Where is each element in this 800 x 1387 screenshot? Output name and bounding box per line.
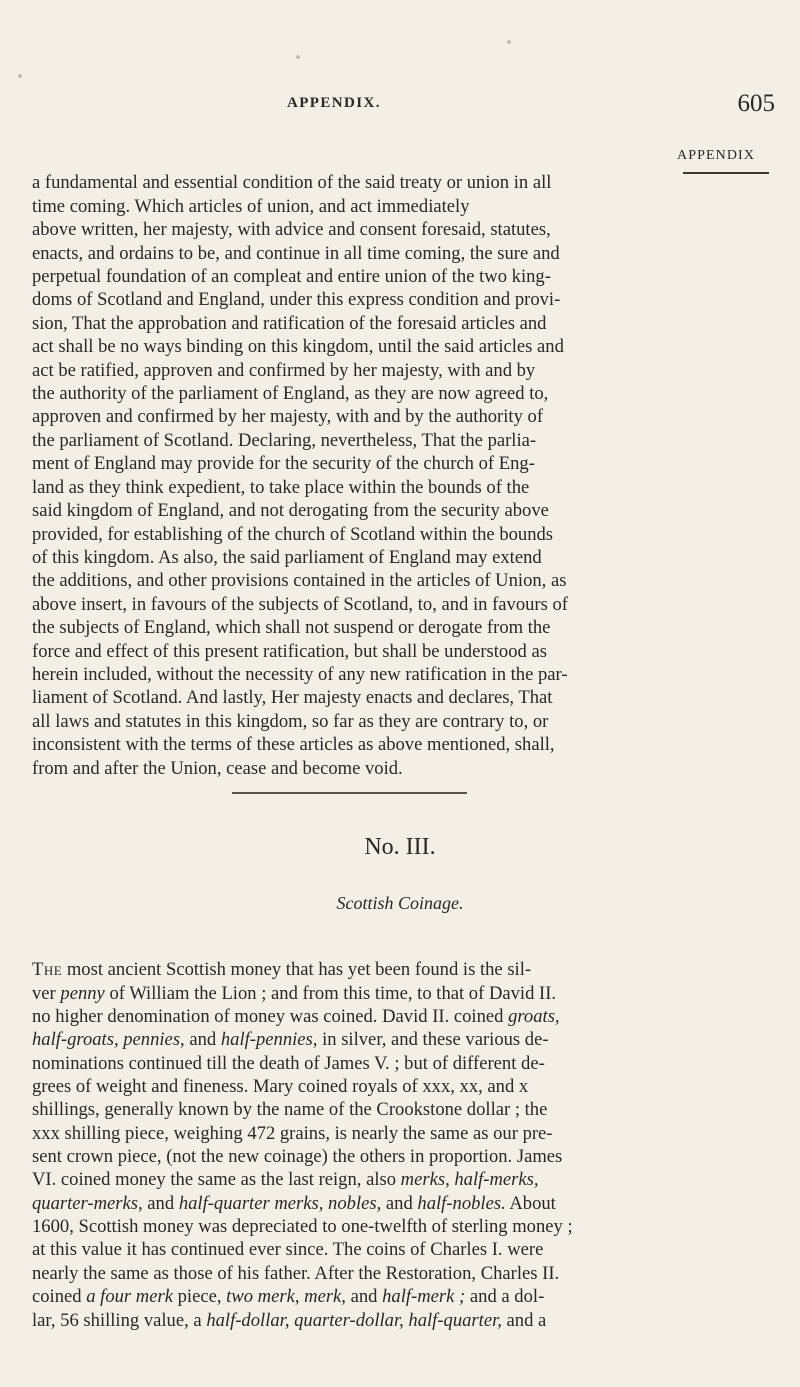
text-run: and xyxy=(142,1192,179,1214)
text-run: most ancient Scottish money that has yet been found is the sil- ver xyxy=(32,959,532,1004)
margin-rule xyxy=(683,172,769,174)
paper-speck xyxy=(296,55,300,59)
paper-speck xyxy=(18,74,22,78)
italic-term: half-merk ; xyxy=(382,1286,466,1308)
italic-term: half-nobles. xyxy=(417,1192,506,1214)
section-divider xyxy=(232,792,467,794)
text-run: and a dol- lar, 56 shilling value, a xyxy=(32,1286,545,1331)
italic-term: half-pennies, xyxy=(220,1029,318,1051)
margin-note-label: APPENDIX xyxy=(677,148,756,163)
running-head xyxy=(287,90,775,120)
coinage-paragraph xyxy=(32,958,668,1332)
italic-term: a four merk xyxy=(86,1286,173,1308)
text-run: and xyxy=(381,1192,418,1214)
italic-term: penny xyxy=(60,982,105,1004)
main-paragraph: a fundamental and essential condition of the said treaty or union in all time coming. Which articles of union, and act immediately above written, her majesty, with advice and consent foresaid, statutes, enacts, and ordains to be, and continue in all time coming, the sure and perpetual foundation of an compleat and entire union of the two king- doms of Scotland and England, under this express condition and provi- sion, That the approbation and ratification of the foresaid articles and act shall be no ways binding on this kingdom, until the said articles and act be ratified, approven and confirmed by her majesty, with and by the authority of the parliament of England, as they are now agreed to, approven and confirmed by her majesty, with and by the authority of the parliament of Scotland. Declaring, nevertheless, That the parlia- ment of England may provide for the security of the church of Eng- land as they think expedient, to take place within the bounds of the said kingdom of England, and not derogating from the security above provided, for establishing of the church of Scotland within the bounds of this kingdom. As also, the said parliament of England may extend the additions, and other provisions contained in the articles of Union, as above insert, in favours of the subjects of Scotland, to, and in favours of the subjects of England, which shall not suspend or derogate from the force and effect of this present ratification, but shall be understood as herein included, without the necessity of any new ratification in the par- liament of Scotland. And lastly, Her majesty enacts and declares, That all laws and statutes in this kingdom, so far as they are contrary to, or inconsistent with the terms of these articles as above mentioned, shall, from and after the Union, cease and become void. xyxy=(32,172,568,779)
italic-term: groats, half-groats, pennies, xyxy=(32,1006,560,1051)
text-run: and a xyxy=(501,1309,547,1331)
section-subtitle: Scottish Coinage. xyxy=(336,893,464,913)
italic-term: merks, half-merks, quarter-merks, xyxy=(32,1169,539,1214)
italic-term: half-quarter merks, nobles, xyxy=(178,1192,382,1214)
text-run: and xyxy=(345,1286,383,1308)
coinage-text xyxy=(32,935,668,1356)
margin-note xyxy=(677,147,797,179)
text-run: and xyxy=(184,1029,221,1051)
italic-term: half-dollar, quarter-dollar, half-quarter, xyxy=(206,1309,502,1331)
text-run: of William the Lion ; and from this time, to that of David II. no higher denomination of money was coined. David II. coined xyxy=(32,982,557,1028)
running-title: APPENDIX. xyxy=(287,95,381,111)
paragraph-first-word: The xyxy=(32,959,63,981)
text-run: About 1600, Scottish money was depreciated to one-twelfth of sterling money ; at this value it has continued ever since. The coins of Charles I. were nearly the same as those of his father. After the Restoration, Charles II. coined xyxy=(32,1192,573,1308)
text-run: in silver, and these various de- nominations continued till the death of James V. ; but of different de- grees of weight and fineness. Mary coined royals of xxx, xx, and x shillings, generally known by the name of the Crookstone dollar ; the xxx shilling piece, weighing 472 grains, is nearly the same as our pre- sent crown piece, (not the new coinage) the others in proportion. James VI. coined money the same as the last reign, also xyxy=(32,1029,563,1191)
page-number: 605 xyxy=(737,90,775,117)
paper-speck xyxy=(507,40,511,44)
italic-term: two merk, merk, xyxy=(226,1286,346,1308)
main-text xyxy=(32,148,668,779)
section-title: No. III. xyxy=(364,834,436,860)
text-run: piece, xyxy=(172,1286,227,1308)
